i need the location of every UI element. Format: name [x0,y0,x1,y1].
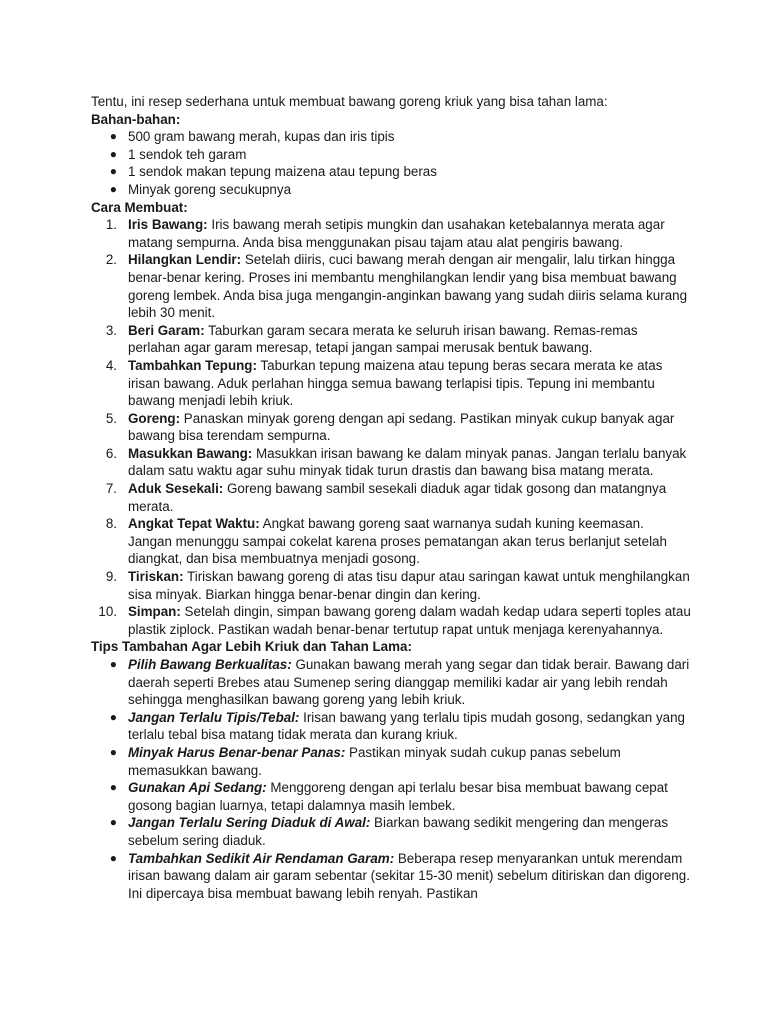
tip-text: Gunakan bawang merah yang segar dan tidak berair. Bawang dari daerah seperti Brebes atau Sumenep sering dianggap memiliki kadar air yang lebih rendah sehingga menghasilkan bawang goreng yang lebih kriuk. [128,657,690,708]
intro-text: Tentu, ini resep sederhana untuk membuat bawang goreng kriuk yang bisa tahan lama: [91,94,608,109]
step-text: Goreng bawang sambil sesekali diaduk agar tidak gosong dan matangnya merata. [128,481,667,514]
ingredient-item [91,181,691,199]
bullet-icon: ● [109,146,117,161]
tip-text: Pastikan minyak sudah cukup panas sebelum memasukkan bawang. [128,744,621,778]
bullet-icon: ● [109,815,117,830]
method-step [91,322,691,357]
step-text: Taburkan garam secara merata ke seluruh irisan bawang. Remas-remas perlahan agar garam meresap, tetapi jangan sampai merusak bentuk bawang. [128,322,638,356]
method-steps-list [91,216,691,638]
method-step [91,357,691,410]
bullet-icon: ● [109,744,117,759]
tip-title: Jangan Terlalu Tipis/Tebal: [128,709,300,725]
step-text: Panaskan minyak goreng dengan api sedang. Pastikan minyak cukup banyak agar bawang bisa terendam sempurna. [128,410,675,444]
ingredient-item [91,128,691,146]
step-number: 6. [105,445,117,461]
bullet-icon: ● [109,850,117,865]
tip-text: Irisan bawang yang terlalu tipis mudah gosong, sedangkan yang terlalu tebal bisa matang tidak merata dan kurang kriuk. [128,709,685,743]
method-step [91,603,691,638]
tip-item [91,656,691,709]
step-title: Masukkan Bawang: [128,445,253,461]
tip-title: Gunakan Api Sedang: [128,780,267,796]
ingredient-text: 1 sendok makan tepung maizena atau tepung beras [128,164,437,180]
step-number: 3. [105,322,117,338]
step-title: Aduk Sesekali: [128,481,224,497]
bullet-icon: ● [109,164,117,179]
tip-title: Tambahkan Sedikit Air Rendaman Garam: [128,850,395,866]
tips-list [91,656,691,902]
step-number: 9. [105,569,117,585]
step-text: Setelah dingin, simpan bawang goreng dalam wadah kedap udara seperti toples atau plastik ziplock. Pastikan wadah benar-benar tertutup rapat untuk menjaga kerenyahannya. [128,604,691,637]
ingredient-text: 500 gram bawang merah, kupas dan iris tipis [128,129,395,145]
method-step [91,480,691,515]
method-step [91,515,691,568]
tip-item [91,850,691,903]
tip-text: Beberapa resep menyarankan untuk merendam irisan bawang dalam air garam sebentar (sekitar 15-30 menit) sebelum ditiriskan dan digoreng. Ini dipercaya bisa membuat bawang lebih renyah. Pastikan [128,850,690,901]
ingredients-list [91,128,691,198]
step-number: 4. [105,357,117,373]
step-number: 5. [105,410,117,426]
tip-item [91,814,691,849]
step-title: Goreng: [128,410,181,426]
step-number: 10. [98,604,117,620]
ingredient-item [91,146,691,164]
tip-title: Jangan Terlalu Sering Diaduk di Awal: [128,815,371,831]
step-text: Angkat bawang goreng saat warnanya sudah kuning keemasan. Jangan menunggu sampai cokelat karena proses pematangan akan terus berlanjut setelah diangkat, dan bisa membuatnya menjadi gosong. [128,516,667,567]
step-text: Taburkan tepung maizena atau tepung beras secara merata ke atas irisan bawang. Aduk perlahan hingga semua bawang terlapisi tipis. Tepung ini membantu bawang menjadi lebih kriuk. [128,357,663,409]
method-step [91,410,691,445]
step-title: Simpan: [128,604,181,620]
step-number: 2. [105,252,117,268]
ingredient-text: Minyak goreng secukupnya [128,181,292,197]
step-title: Tambahkan Tepung: [128,357,257,373]
method-step [91,568,691,603]
tip-text: Biarkan bawang sedikit mengering dan mengeras sebelum sering diaduk. [128,815,669,848]
ingredients-heading: Bahan-bahan: [91,111,181,127]
bullet-icon: ● [109,181,117,196]
bullet-icon: ● [109,657,117,671]
step-number: 8. [105,516,117,532]
method-step [91,445,691,480]
recipe-document [91,93,691,902]
step-title: Iris Bawang: [128,217,208,233]
method-step [91,251,691,321]
tip-title: Minyak Harus Benar-benar Panas: [128,744,346,760]
tips-heading: Tips Tambahan Agar Lebih Kriuk dan Tahan Lama: [91,639,412,655]
method-heading: Cara Membuat: [91,199,188,215]
step-title: Tiriskan: [128,569,184,585]
step-number: 7. [105,481,117,497]
tip-item [91,709,691,744]
bullet-icon: ● [109,129,117,144]
ingredient-item [91,163,691,181]
step-number: 1. [105,217,117,233]
bullet-icon: ● [109,780,117,795]
ingredient-text: 1 sendok teh garam [128,146,247,162]
step-title: Angkat Tepat Waktu: [128,516,260,532]
step-text: Setelah diiris, cuci bawang merah dengan air mengalir, lalu tirkan hingga benar-benar kering. Proses ini membantu menghilangkan lendir yang bisa membuat bawang goreng lembek. Anda bisa juga mengangin-anginkan bawang yang sudah diiris selama kurang lebih 30 menit. [128,252,688,321]
tip-text: Menggoreng dengan api terlalu besar bisa membuat bawang cepat gosong bagian luarnya, tetapi dalamnya masih lembek. [128,780,668,813]
tip-item [91,744,691,779]
step-text: Masukkan irisan bawang ke dalam minyak panas. Jangan terlalu banyak dalam satu waktu agar suhu minyak tidak turun drastis dan bawang bisa matang merata. [128,445,687,479]
tip-item [91,779,691,814]
tip-title: Pilih Bawang Berkualitas: [128,657,292,672]
step-text: Iris bawang merah setipis mungkin dan usahakan ketebalannya merata agar matang sempurna. Anda bisa menggunakan pisau tajam atau alat pengiris bawang. [128,217,665,250]
bullet-icon: ● [109,709,117,724]
step-title: Beri Garam: [128,322,205,338]
method-step [91,216,691,251]
step-text: Tiriskan bawang goreng di atas tisu dapur atau saringan kawat untuk menghilangkan sisa minyak. Biarkan hingga benar-benar dingin dan kering. [128,569,690,602]
step-title: Hilangkan Lendir: [128,252,242,268]
